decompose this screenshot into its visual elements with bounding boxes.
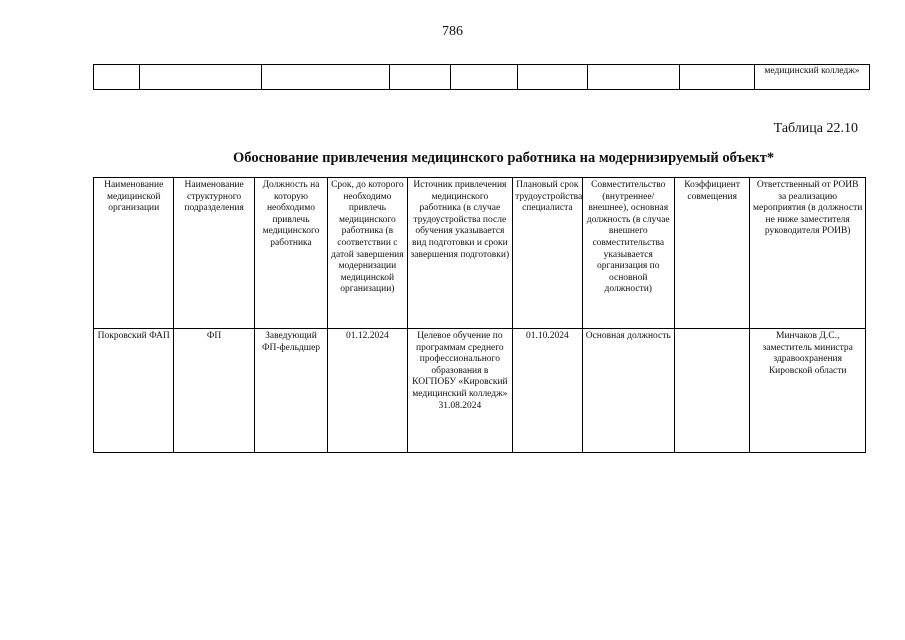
header-cell: Ответственный от РОИВ за реализацию мероприятия (в должности не ниже заместителя руководителя РОИВ) — [750, 178, 866, 329]
table-cell: медицинский колледж» — [755, 65, 870, 90]
table-cell: ФП — [174, 329, 254, 453]
table-cell — [680, 65, 755, 90]
header-cell: Срок, до которого необходимо привлечь медицинского работника (в соответствии с датой завершения модернизации медицинской организации) — [328, 178, 407, 329]
table-cell — [262, 65, 390, 90]
table-cell — [140, 65, 262, 90]
header-cell: Совместительство (внутреннее/внешнее), основная должность (в случае внешнего совместительства указывается организация по основной должности) — [582, 178, 674, 329]
table-cell: 01.12.2024 — [328, 329, 407, 453]
table-cell — [588, 65, 680, 90]
header-cell: Наименование медицинской организации — [94, 178, 174, 329]
table-cell: Минчаков Д.С., заместитель министра здравоохранения Кировской области — [750, 329, 866, 453]
table-cell: Заведующий ФП-фельдшер — [254, 329, 327, 453]
table-cell: Основная должность — [582, 329, 674, 453]
previous-table-continuation — [93, 64, 870, 90]
table-cell — [451, 65, 518, 90]
table-cell — [674, 329, 749, 453]
table-header-row — [94, 178, 866, 329]
header-cell: Плановый срок трудоустройства специалиста — [513, 178, 582, 329]
main-table — [93, 177, 866, 453]
table-cell: Покровский ФАП — [94, 329, 174, 453]
table-label: Таблица 22.10 — [773, 121, 858, 136]
header-cell: Коэффициент совмещения — [674, 178, 749, 329]
header-cell: Источник привлечения медицинского работника (в случае трудоустройства после обучения указывается вид подготовки и сроки завершения подготовки) — [407, 178, 513, 329]
table-cell — [94, 65, 140, 90]
table-cell — [390, 65, 451, 90]
table-cell — [518, 65, 588, 90]
table-cell: Целевое обучение по программам среднего профессионального образования в КОГПОБУ «Кировский медицинский колледж» 31.08.2024 — [407, 329, 513, 453]
table-row — [94, 329, 866, 453]
table-cell: 01.10.2024 — [513, 329, 582, 453]
table-row — [94, 65, 870, 90]
table-title: Обоснование привлечения медицинского работника на модернизируемый объект* — [233, 150, 775, 166]
header-cell: Должность на которую необходимо привлечь медицинского работника — [254, 178, 327, 329]
header-cell: Наименование структурного подразделения — [174, 178, 254, 329]
page-number: 786 — [442, 24, 463, 39]
